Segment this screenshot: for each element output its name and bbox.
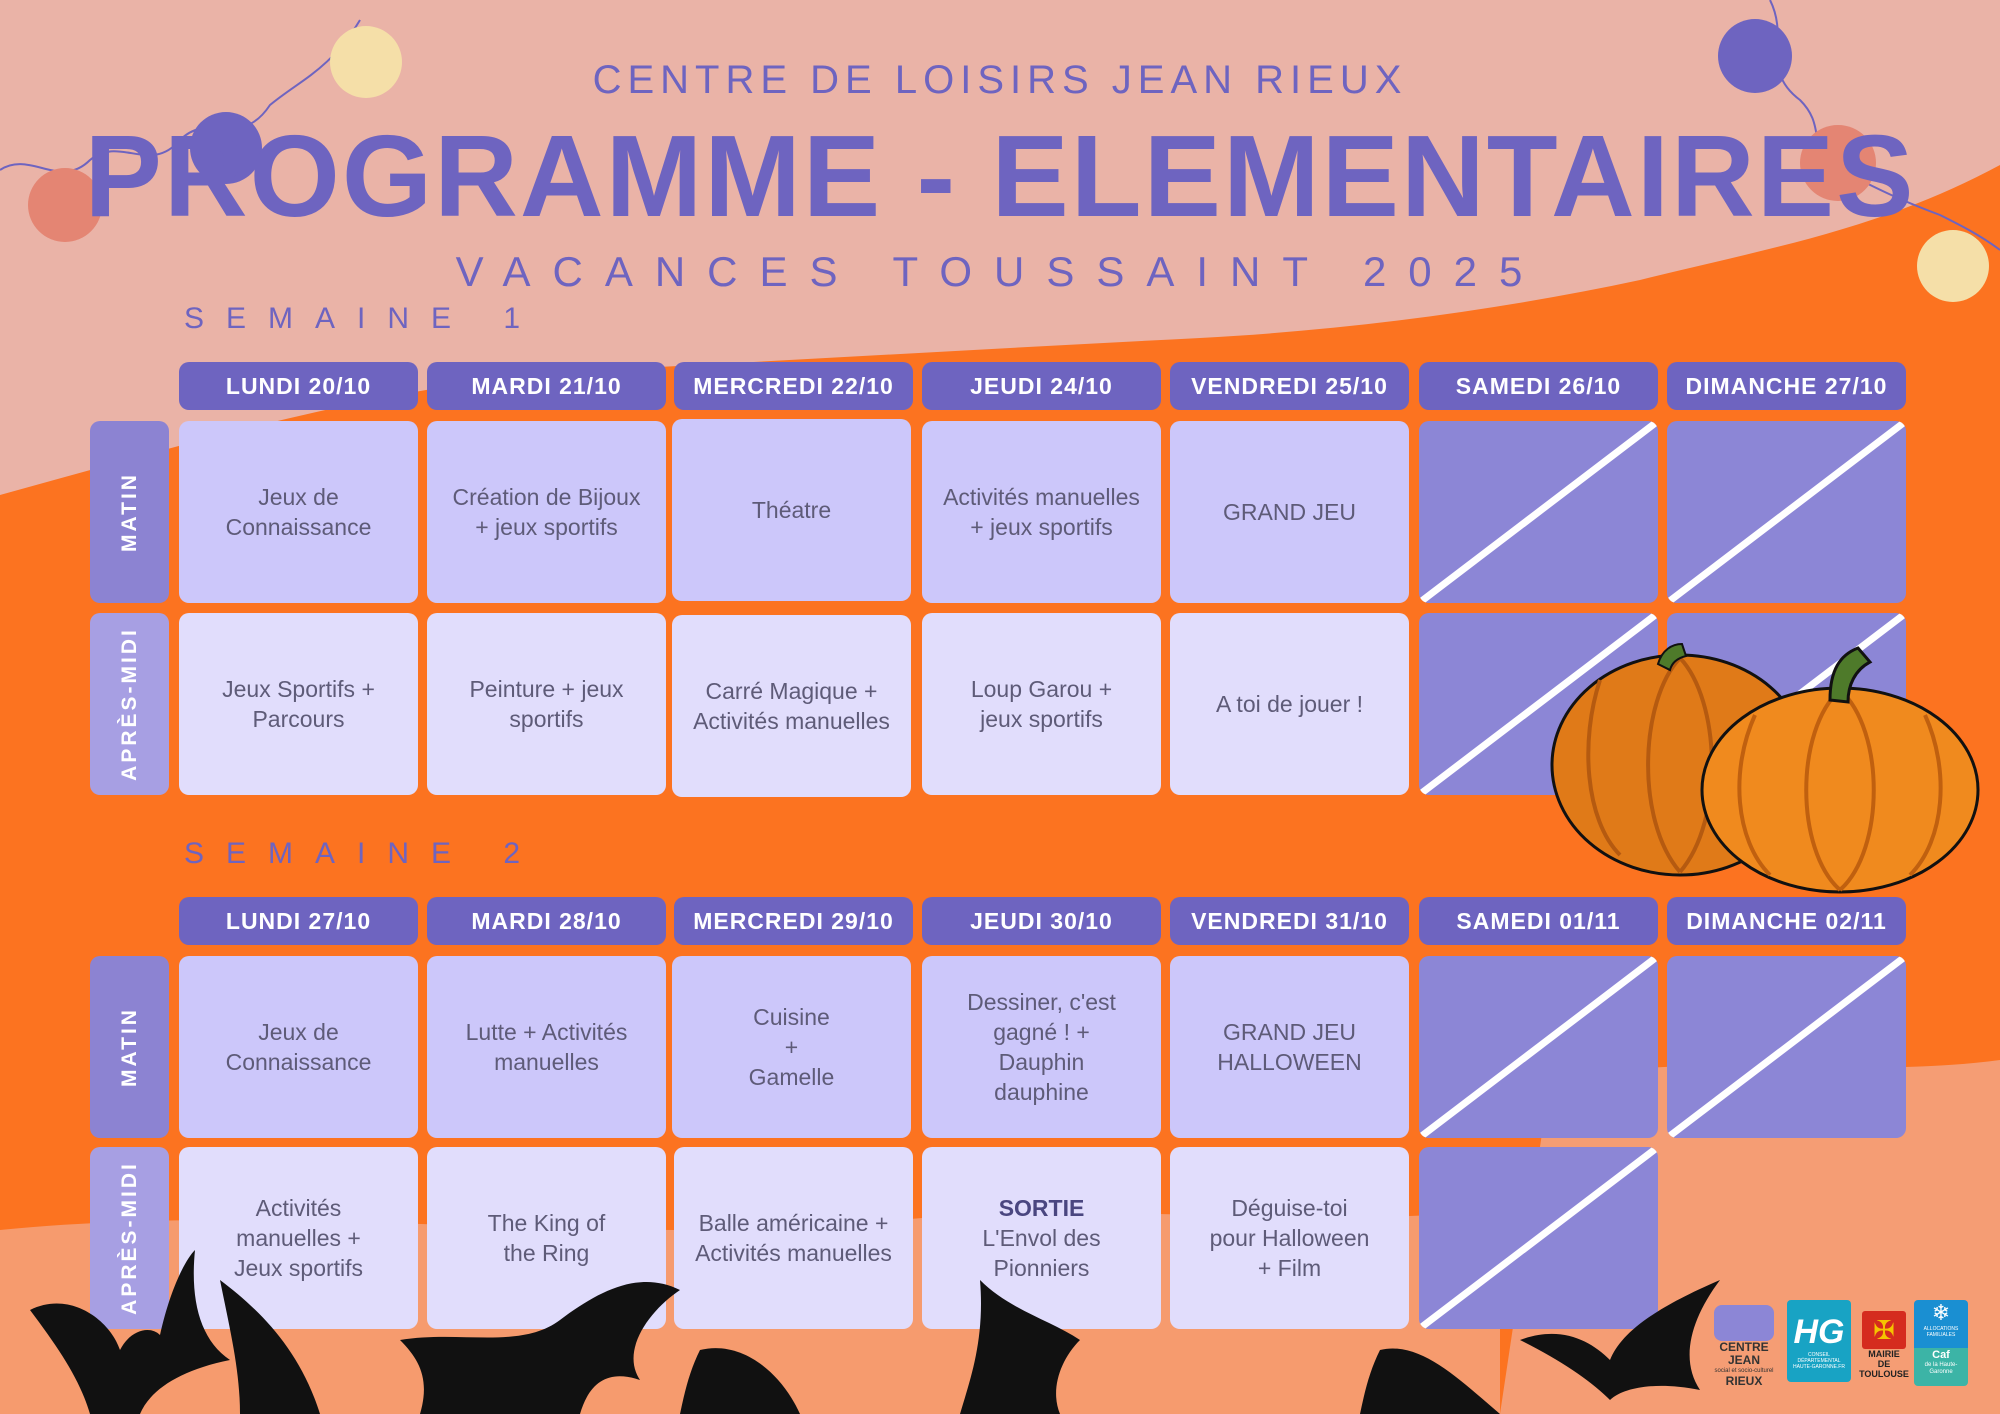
day-header: DIMANCHE 27/10 [1667, 362, 1906, 410]
closed-day-cell [1667, 421, 1906, 603]
outing-label: SORTIE [998, 1195, 1085, 1221]
day-header: SAMEDI 01/11 [1419, 897, 1658, 945]
activity-cell: Lutte + Activités manuelles [427, 956, 666, 1138]
activity-cell: Déguise-toi pour Halloween + Film [1170, 1147, 1409, 1329]
day-header: MARDI 21/10 [427, 362, 666, 410]
closed-day-cell [1667, 956, 1906, 1138]
day-header: VENDREDI 25/10 [1170, 362, 1409, 410]
activity-cell: Cuisine + Gamelle [672, 956, 911, 1138]
day-header: JEUDI 30/10 [922, 897, 1161, 945]
row-label-afternoon: APRÈS-MIDI [90, 1147, 169, 1329]
activity-cell: Jeux de Connaissance [179, 956, 418, 1138]
week-2-label: SEMAINE 2 [184, 837, 543, 870]
outing-text: L'Envol des Pionniers [982, 1225, 1101, 1281]
page-title: PROGRAMME - ELEMENTAIRES [84, 111, 1916, 241]
day-header: LUNDI 27/10 [179, 897, 418, 945]
day-header: JEUDI 24/10 [922, 362, 1161, 410]
caf-logo: ❄ ALLOCATIONS FAMILIALES Caf de la Haute-Garonne [1914, 1300, 1968, 1386]
day-header: MERCREDI 29/10 [674, 897, 913, 945]
day-header: VENDREDI 31/10 [1170, 897, 1409, 945]
day-header: DIMANCHE 02/11 [1667, 897, 1906, 945]
row-label-afternoon: APRÈS-MIDI [90, 613, 169, 795]
bats-illustration [0, 1230, 1780, 1414]
row-label-morning: MATIN [90, 421, 169, 603]
activity-cell: GRAND JEU [1170, 421, 1409, 603]
activity-cell: Théatre [672, 419, 911, 601]
haute-garonne-logo: HG CONSEIL DÉPARTEMENTAL HAUTE-GARONNE.FR [1787, 1300, 1851, 1382]
center-name: CENTRE DE LOISIRS JEAN RIEUX [592, 58, 1408, 102]
pumpkins-illustration [1540, 640, 1980, 900]
week-1-label: SEMAINE 1 [184, 302, 543, 335]
activity-cell: Activités manuelles + jeux sportifs [922, 421, 1161, 603]
day-header: SAMEDI 26/10 [1419, 362, 1658, 410]
subtitle: VACANCES TOUSSAINT 2025 [455, 248, 1545, 295]
centre-jean-rieux-logo: CENTRE JEAN social et socio-culturel RIEUX [1700, 1300, 1788, 1392]
day-header: LUNDI 20/10 [179, 362, 418, 410]
activity-cell: Dessiner, c'est gagné ! + Dauphin dauphine [922, 956, 1161, 1138]
activity-cell: Carré Magique + Activités manuelles [672, 615, 911, 797]
activity-cell: The King of the Ring [427, 1147, 666, 1329]
activity-cell: Loup Garou + jeux sportifs [922, 613, 1161, 795]
row-label-morning: MATIN [90, 956, 169, 1138]
activity-cell: Jeux de Connaissance [179, 421, 418, 603]
activity-cell: Balle américaine + Activités manuelles [674, 1147, 913, 1329]
activity-cell: GRAND JEU HALLOWEEN [1170, 956, 1409, 1138]
day-header: MERCREDI 22/10 [674, 362, 913, 410]
day-header: MARDI 28/10 [427, 897, 666, 945]
closed-day-cell [1419, 421, 1658, 603]
activity-cell: A toi de jouer ! [1170, 613, 1409, 795]
activity-cell: Création de Bijoux + jeux sportifs [427, 421, 666, 603]
mairie-toulouse-logo: ✠ MAIRIE DE TOULOUSE [1856, 1305, 1912, 1385]
activity-cell: Activités manuelles + Jeux sportifs [179, 1147, 418, 1329]
activity-cell: Jeux Sportifs + Parcours [179, 613, 418, 795]
activity-cell: Peinture + jeux sportifs [427, 613, 666, 795]
closed-day-cell [1419, 956, 1658, 1138]
